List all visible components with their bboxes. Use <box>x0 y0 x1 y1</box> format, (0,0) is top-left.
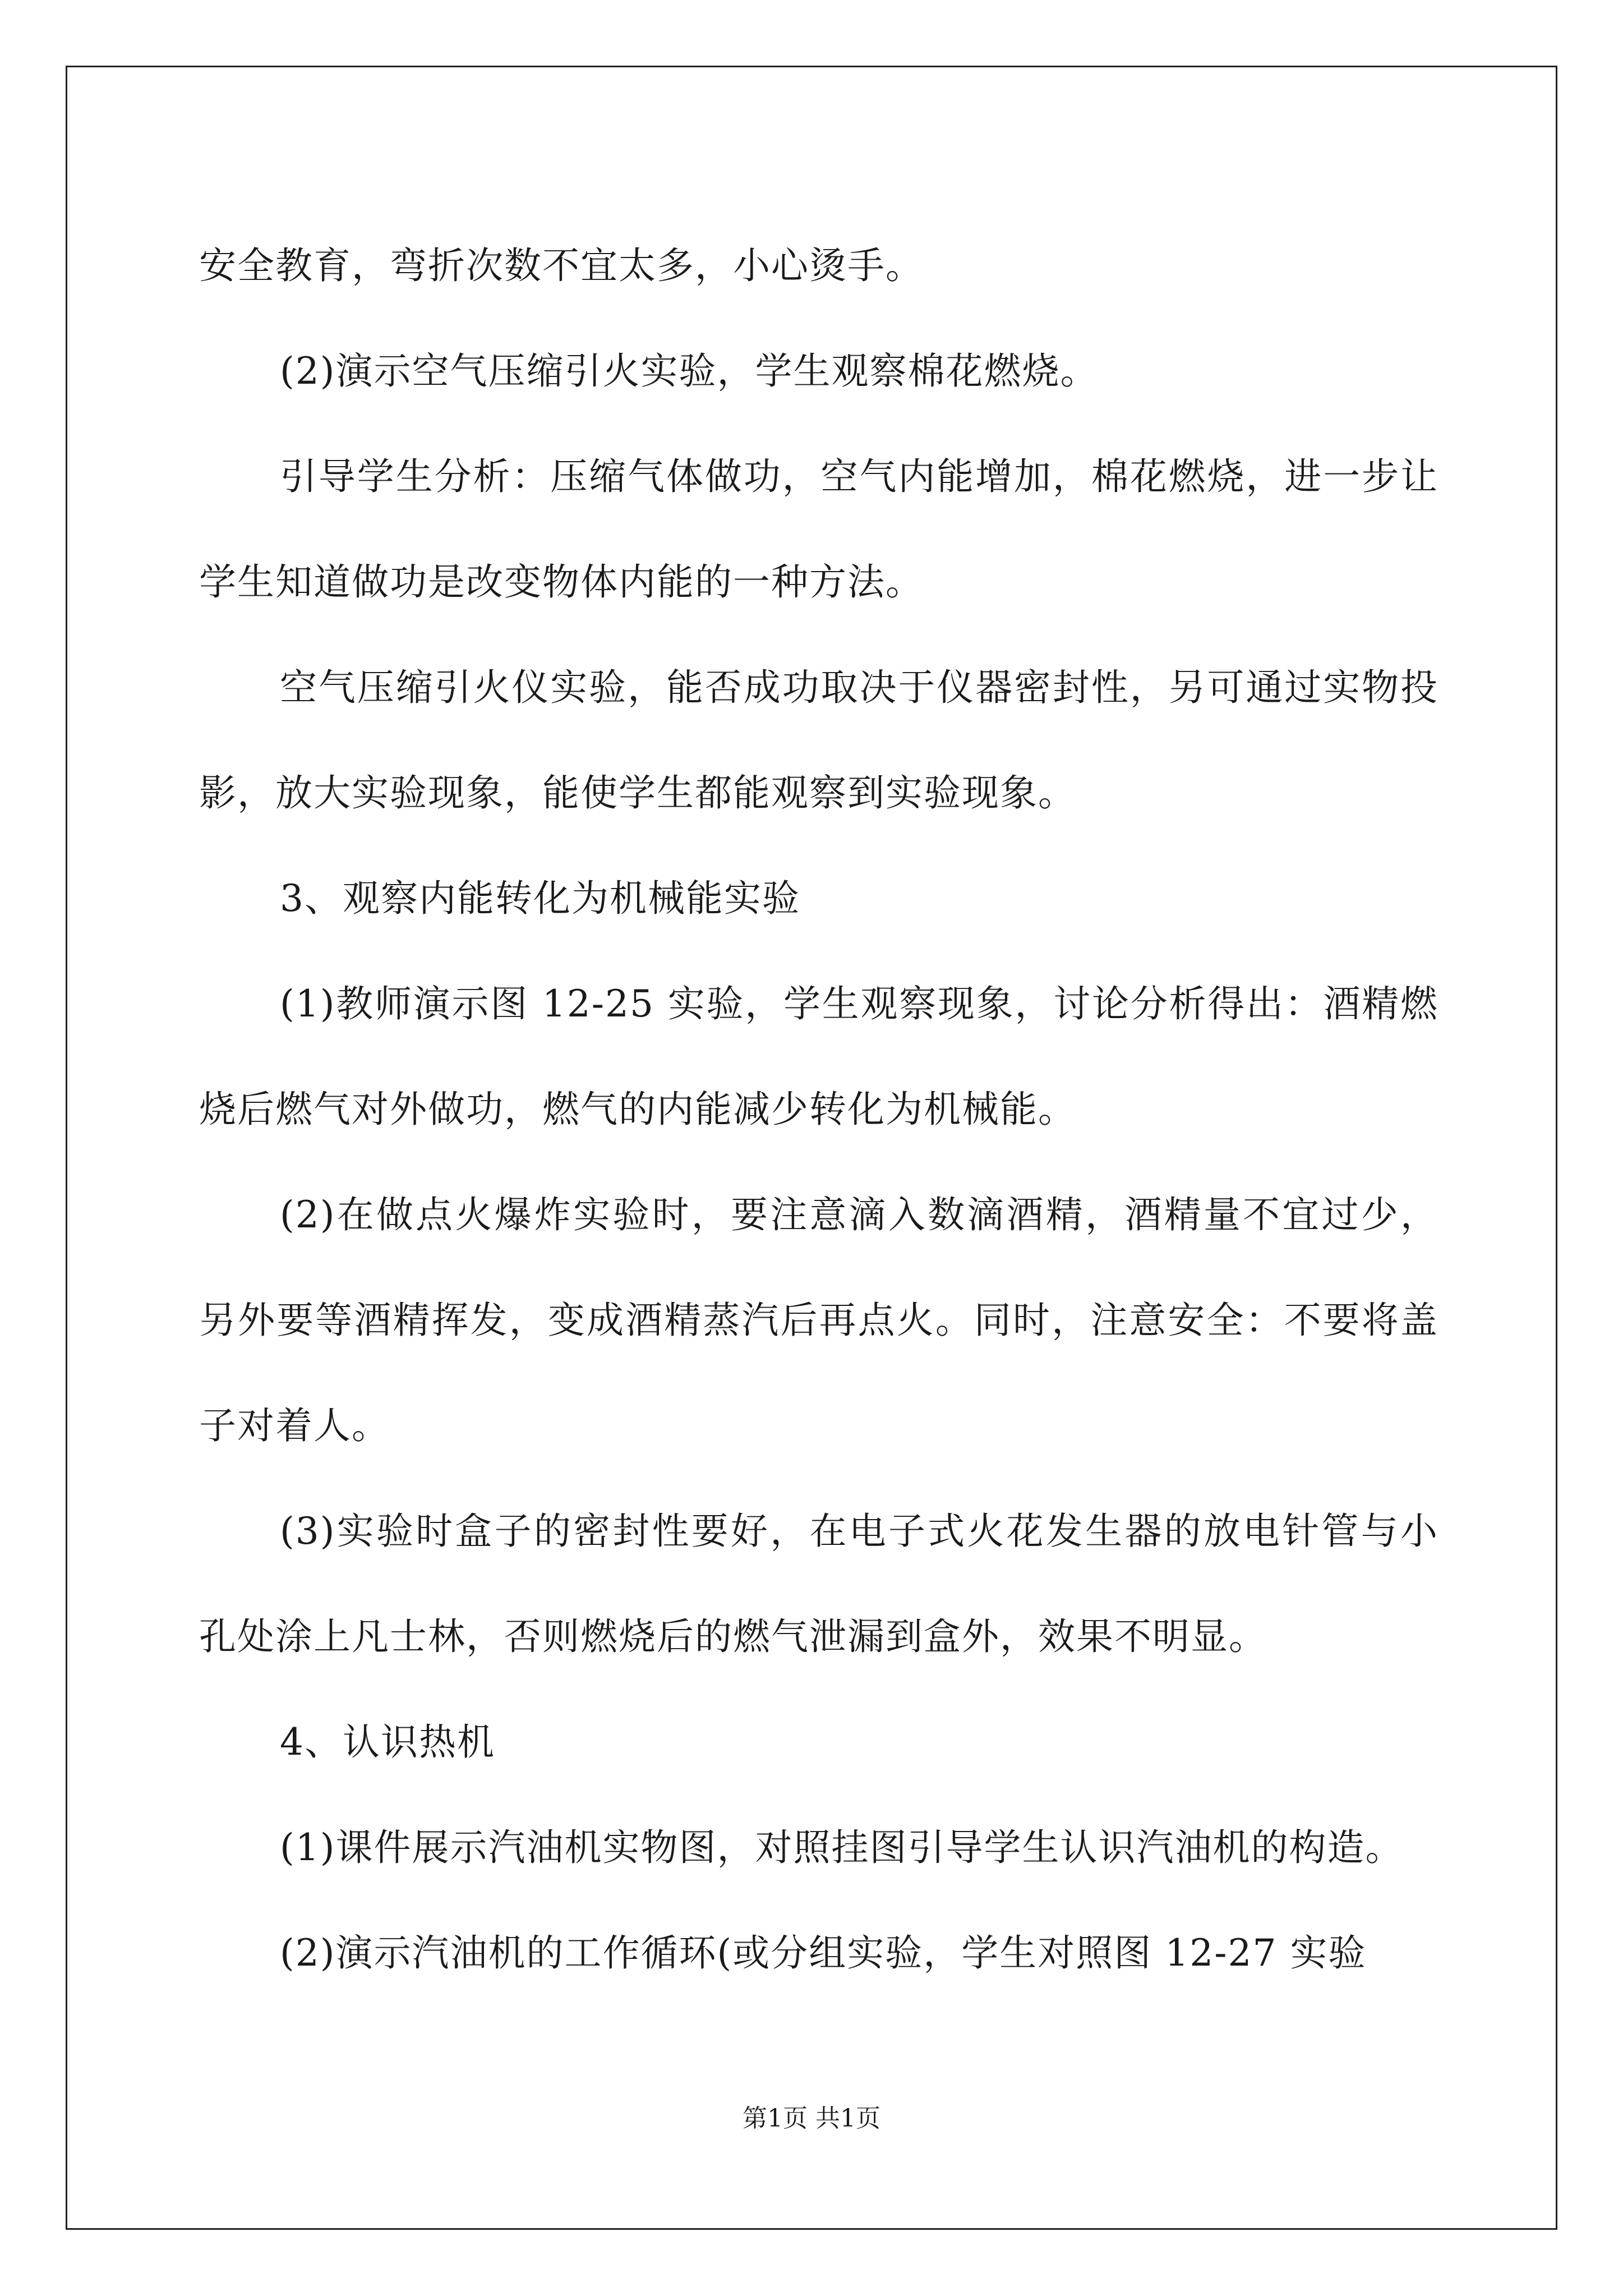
paragraph-7: (2)在做点火爆炸实验时，要注意滴入数滴酒精，酒精量不宜过少，另外要等酒精挥发，变成酒精蒸汽后再点火。同时，注意安全：不要将盖子对着人。 <box>199 1193 1438 1447</box>
paragraph-2: (2)演示空气压缩引火实验，学生观察棉花燃烧。 <box>280 349 1099 393</box>
paragraph-11: (2)演示汽油机的工作循环(或分组实验，学生对照图 12-27 实验 <box>280 1931 1367 1975</box>
document-body <box>199 213 1438 2006</box>
page-number-footer: 第1页 共1页 <box>743 2104 880 2133</box>
section-heading-4: 4、认识热机 <box>280 1720 495 1764</box>
section-heading-3: 3、观察内能转化为机械能实验 <box>280 877 800 920</box>
paragraph-8: (3)实验时盒子的密封性要好，在电子式火花发生器的放电针管与小孔处涂上凡士林，否则燃烧后的燃气泄漏到盒外，效果不明显。 <box>199 1510 1438 1658</box>
paragraph-6: (1)教师演示图 12-25 实验，学生观察现象，讨论分析得出：酒精燃烧后燃气对外做功，燃气的内能减少转化为机械能。 <box>199 982 1438 1131</box>
paragraph-4: 空气压缩引火仪实验，能否成功取决于仪器密封性，另可通过实物投影，放大实验现象，能使学生都能观察到实验现象。 <box>199 666 1438 815</box>
paragraph-3: 引导学生分析：压缩气体做功，空气内能增加，棉花燃烧，进一步让学生知道做功是改变物体内能的一种方法。 <box>199 455 1438 604</box>
paragraph-10: (1)课件展示汽油机实物图，对照挂图引导学生认识汽油机的构造。 <box>280 1826 1404 1869</box>
paragraph-1: 安全教育，弯折次数不宜太多，小心烫手。 <box>199 244 924 287</box>
